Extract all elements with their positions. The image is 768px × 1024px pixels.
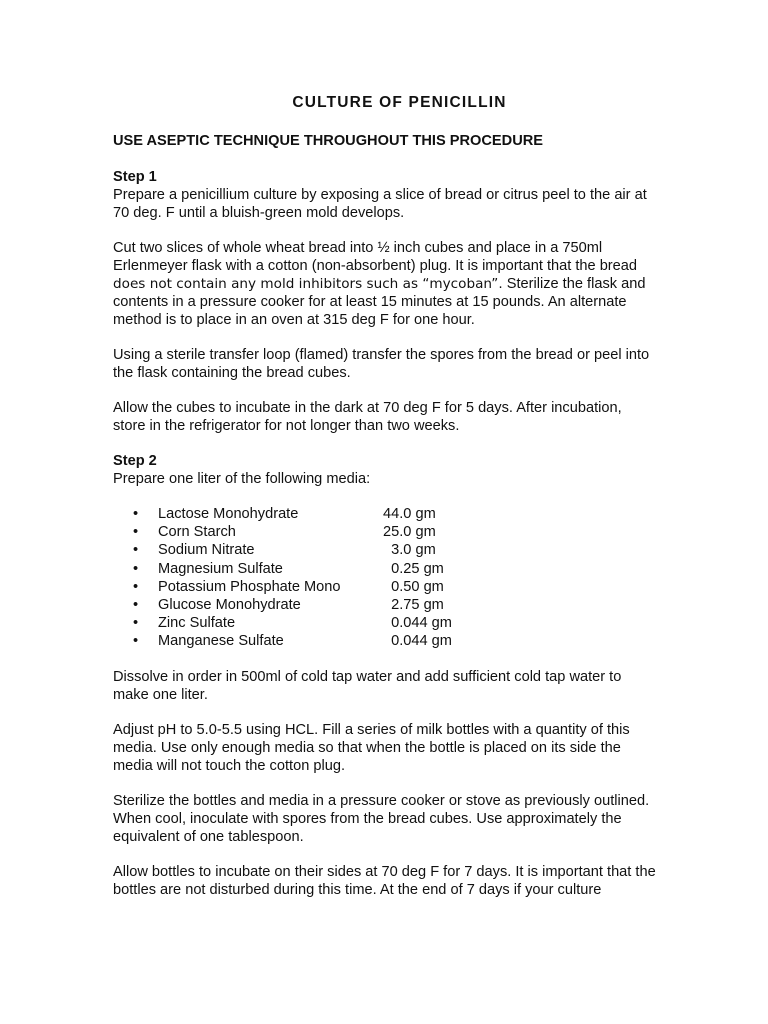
step1-paragraph-1: Prepare a penicillium culture by exposing a slice of bread or citrus peel to the air at 70 deg. F until a bluish-green mold develops. <box>113 187 647 221</box>
list-item <box>113 560 658 578</box>
ingredient-name: Sodium Nitrate <box>158 542 255 559</box>
step1-heading: Step 1 <box>113 169 157 185</box>
step2-paragraph-4: Allow bottles to incubate on their sides at 70 deg F for 7 days. It is important that the bottles are not disturbed during this time. At the end of 7 days if your culture <box>113 863 656 898</box>
step2-heading: Step 2 <box>113 453 157 469</box>
bullet: • <box>133 560 139 577</box>
media-ingredient-list <box>113 505 658 651</box>
list-item <box>113 632 658 650</box>
page-title: CULTURE OF PENICILLIN <box>292 94 507 111</box>
step2-intro: Prepare one liter of the following media: <box>113 471 371 487</box>
step1-p2-text-a: Cut two slices of whole wheat bread into ½ inch cubes and place in a 750ml Erlenmeyer flask with a cotton (non-absorbent) plug. It is important that the bread <box>113 240 638 274</box>
ingredient-name: Glucose Monohydrate <box>158 596 301 613</box>
bullet: • <box>133 633 139 650</box>
ingredient-name: Manganese Sulfate <box>158 633 284 650</box>
ingredient-qty: 2.75 gm <box>383 596 444 613</box>
document-body <box>113 90 658 916</box>
ingredient-qty: 0.25 gm <box>383 560 444 577</box>
ingredient-name: Potassium Phosphate Mono <box>158 578 341 595</box>
list-item <box>113 541 658 559</box>
ingredient-qty: 0.50 gm <box>383 578 444 595</box>
ingredient-name: Lactose Monohydrate <box>158 506 299 522</box>
list-item <box>113 578 658 596</box>
ingredient-qty: 0.044 gm <box>383 633 452 650</box>
step1-p2-text-c: Sterilize the flask and contents in a pressure cooker for at least 15 minutes at 15 pounds. An alternate method is to place in an oven at 315 deg F for one hour. <box>113 276 646 328</box>
aseptic-notice: USE ASEPTIC TECHNIQUE THROUGHOUT THIS PROCEDURE <box>113 133 544 149</box>
bullet: • <box>133 506 139 522</box>
step2-paragraph-1: Dissolve in order in 500ml of cold tap water and add sufficient cold tap water to make one liter. <box>113 668 622 703</box>
step1-paragraph-3: Using a sterile transfer loop (flamed) transfer the spores from the bread or peel into the flask containing the bread cubes. <box>113 347 650 381</box>
ingredient-qty: 25.0 gm <box>383 524 436 541</box>
step1-paragraph-4: Allow the cubes to incubate in the dark at 70 deg F for 5 days. After incubation, store in the refrigerator for not longer than two weeks. <box>113 400 622 434</box>
step1-paragraph-2 <box>113 239 658 329</box>
ingredient-name: Zinc Sulfate <box>158 615 236 632</box>
step2-paragraph-3: Sterilize the bottles and media in a pressure cooker or stove as previously outlined. When cool, inoculate with spores from the bread cubes. Use approximately the equivalent of one tablespoon. <box>113 792 650 845</box>
list-item <box>113 505 658 523</box>
ingredient-qty: 3.0 gm <box>383 542 436 559</box>
ingredient-qty: 0.044 gm <box>383 615 452 632</box>
step1-p2-text-b: does not contain any mold inhibitors such as “mycoban”. <box>113 276 503 292</box>
bullet: • <box>133 596 139 613</box>
step2-paragraph-2: Adjust pH to 5.0-5.5 using HCL. Fill a series of milk bottles with a quantity of this media. Use only enough media so that when the bottle is placed on its side the media will not touch the cotton plug. <box>113 721 630 774</box>
list-item <box>113 596 658 614</box>
list-item <box>113 614 658 632</box>
ingredient-name: Magnesium Sulfate <box>158 560 283 577</box>
bullet: • <box>133 524 139 541</box>
ingredient-qty: 44.0 gm <box>383 506 436 522</box>
list-item <box>113 523 658 541</box>
ingredient-name: Corn Starch <box>158 524 236 541</box>
bullet: • <box>133 615 139 632</box>
bullet: • <box>133 578 139 595</box>
bullet: • <box>133 542 139 559</box>
